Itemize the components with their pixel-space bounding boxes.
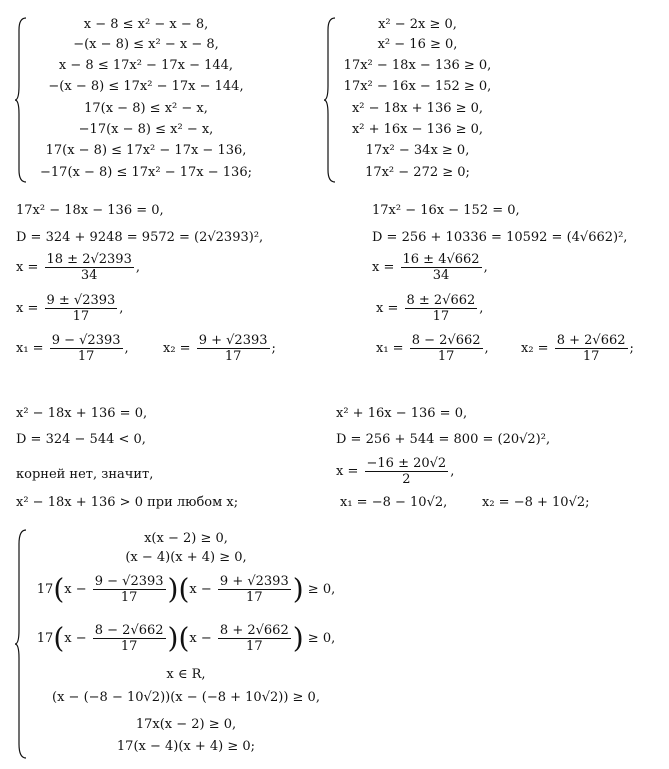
fraction: $\frac{8 + 2√662}{17}$ xyxy=(556,333,626,364)
roots-formula-simplified: x = $\frac{8 \pm 2√662}{17}$ , xyxy=(376,293,484,324)
sys3-line: x(x − 2) ≥ 0, xyxy=(144,531,228,546)
sys3-line-product-1: 17(x − $\frac{9 - √2393}{17}$ )(x − $\frac{9 + √2393}{17}$ ) ≥ 0, xyxy=(36,572,336,606)
sys3-line: (x − (−8 − 10√2))(x − (−8 + 10√2)) ≥ 0, xyxy=(52,690,320,705)
system-3 xyxy=(14,528,344,760)
sys1-line: −17(x − 8) ≤ x² − x, xyxy=(78,122,214,137)
equation: 17x² − 16x − 152 = 0, xyxy=(372,203,520,218)
brace-icon xyxy=(323,16,337,184)
sys2-line: x² − 16 ≥ 0, xyxy=(377,37,458,52)
equation: x² − 18x + 136 = 0, xyxy=(16,406,148,421)
sys2-line: x² − 18x + 136 ≥ 0, xyxy=(351,101,484,116)
sys3-line: x ∈ R, xyxy=(166,667,206,682)
root-1: x₁ = $\frac{8 - 2√662}{17}$ , xyxy=(376,333,489,364)
root-2: x₂ = $\frac{8 + 2√662}{17}$ ; xyxy=(521,333,634,364)
discriminant: D = 256 + 544 = 800 = (20√2)², xyxy=(336,432,551,447)
system-1 xyxy=(14,16,264,184)
fraction: $\frac{9 \pm √2393}{17}$ xyxy=(46,293,116,324)
sys2-line: 17x² − 272 ≥ 0; xyxy=(365,165,470,180)
sys3-line: (x − 4)(x + 4) ≥ 0, xyxy=(125,550,247,565)
root-1: x₁ = $\frac{9 - √2393}{17}$ , xyxy=(16,333,129,364)
root-2: x₂ = $\frac{9 + √2393}{17}$ ; xyxy=(163,333,276,364)
roots-formula: x = $\frac{-16 \pm 20√2}{2}$ , xyxy=(336,456,455,487)
fraction: $\frac{8 \pm 2√662}{17}$ xyxy=(406,293,476,324)
fraction: $\frac{-16 \pm 20√2}{2}$ xyxy=(366,456,447,487)
roots-formula-simplified: x = $\frac{9 \pm √2393}{17}$ , xyxy=(16,293,124,324)
fraction: $\frac{8 + 2√662}{17}$ xyxy=(219,623,289,654)
equation: 17x² − 18x − 136 = 0, xyxy=(16,203,164,218)
equation: x² + 16x − 136 = 0, xyxy=(336,406,468,421)
fraction: $\frac{9 + √2393}{17}$ xyxy=(219,574,289,605)
root-1: x₁ = −8 − 10√2, xyxy=(340,495,448,510)
discriminant: D = 324 − 544 < 0, xyxy=(16,432,146,447)
sys1-line: x − 8 ≤ 17x² − 17x − 144, xyxy=(58,58,234,73)
sys2-line: x² − 2x ≥ 0, xyxy=(378,17,457,32)
fraction: $\frac{18 \pm 2√2393}{34}$ xyxy=(46,252,132,283)
sys1-line: −17(x − 8) ≤ 17x² − 17x − 136; xyxy=(40,165,252,180)
conclusion: x² − 18x + 136 > 0 при любом x; xyxy=(16,495,239,510)
discriminant: D = 324 + 9248 = 9572 = (2√2393)², xyxy=(16,230,264,245)
root-2: x₂ = −8 + 10√2; xyxy=(482,495,590,510)
sys1-line: 17(x − 8) ≤ 17x² − 17x − 136, xyxy=(45,143,247,158)
fraction: $\frac{8 - 2√662}{17}$ xyxy=(411,333,481,364)
sys3-line: 17(x − 4)(x + 4) ≥ 0; xyxy=(116,739,256,754)
sys3-line-product-2: 17(x − $\frac{8 - 2√662}{17}$ )(x − $\frac{8 + 2√662}{17}$ ) ≥ 0, xyxy=(36,621,336,655)
roots-formula: x = $\frac{16 \pm 4√662}{34}$ , xyxy=(372,252,488,283)
sys1-line: x − 8 ≤ x² − x − 8, xyxy=(83,17,209,32)
sys2-line: 17x² − 16x − 152 ≥ 0, xyxy=(343,79,492,94)
sys1-line: −(x − 8) ≤ x² − x − 8, xyxy=(73,37,219,52)
fraction: $\frac{9 - √2393}{17}$ xyxy=(94,574,164,605)
brace-icon xyxy=(14,528,28,760)
sys2-line: x² + 16x − 136 ≥ 0, xyxy=(351,122,484,137)
sys3-line: 17x(x − 2) ≥ 0, xyxy=(135,717,237,732)
sys2-line: 17x² − 18x − 136 ≥ 0, xyxy=(343,58,492,73)
sys1-line: −(x − 8) ≤ 17x² − 17x − 144, xyxy=(48,79,244,94)
system-2 xyxy=(323,16,498,184)
no-roots-text: корней нет, значит, xyxy=(16,467,154,482)
fraction: $\frac{16 \pm 4√662}{34}$ xyxy=(402,252,480,283)
sys2-line: 17x² − 34x ≥ 0, xyxy=(365,143,470,158)
brace-icon xyxy=(14,16,28,184)
fraction: $\frac{9 + √2393}{17}$ xyxy=(198,333,268,364)
discriminant: D = 256 + 10336 = 10592 = (4√662)², xyxy=(372,230,628,245)
fraction: $\frac{8 - 2√662}{17}$ xyxy=(94,623,164,654)
fraction: $\frac{9 - √2393}{17}$ xyxy=(51,333,121,364)
roots-formula: x = $\frac{18 \pm 2√2393}{34}$ , xyxy=(16,252,140,283)
sys1-line: 17(x − 8) ≤ x² − x, xyxy=(84,101,208,116)
